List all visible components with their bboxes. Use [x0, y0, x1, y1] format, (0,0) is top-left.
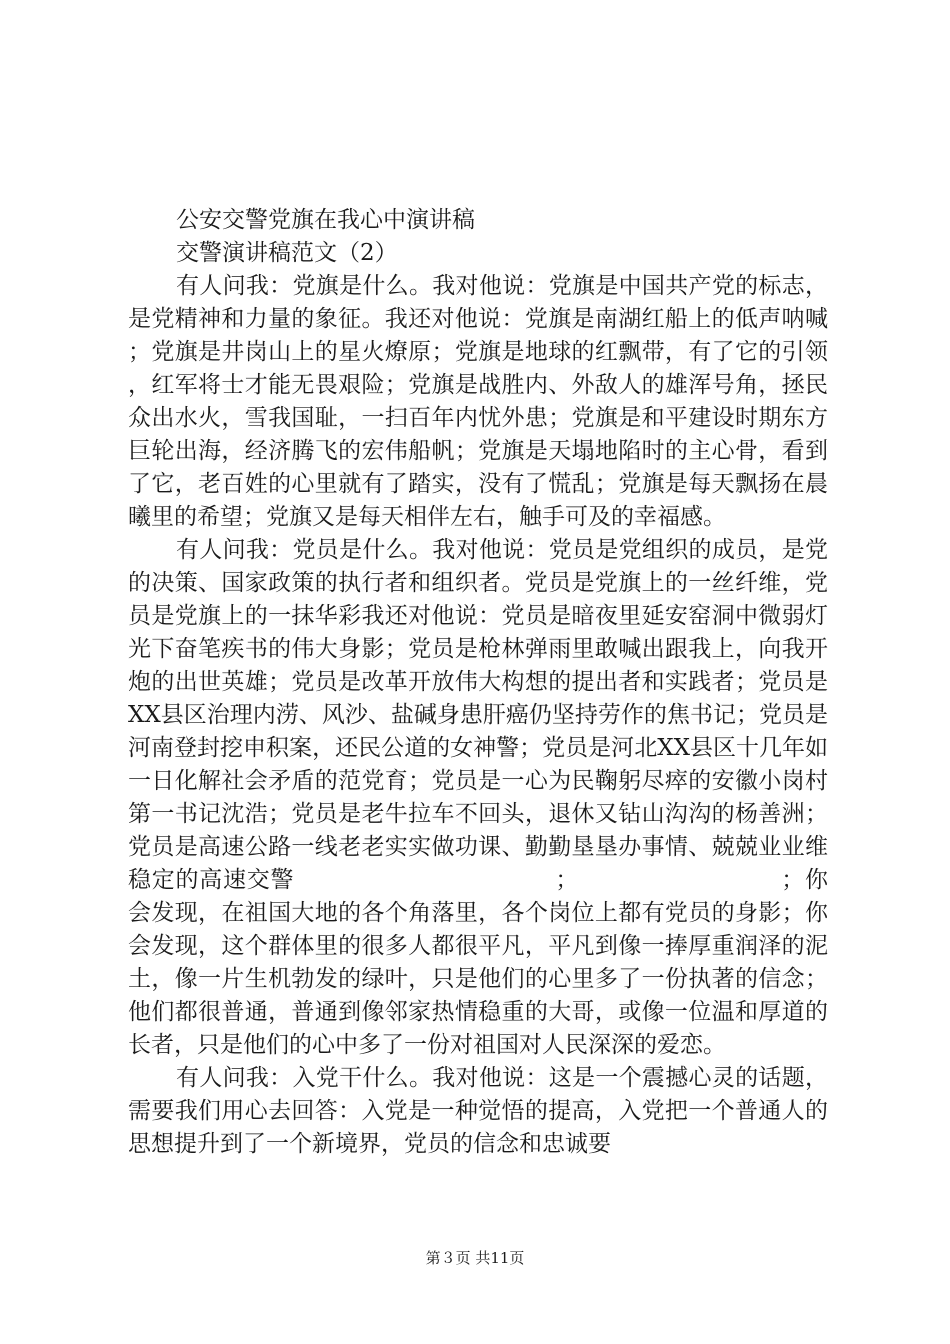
page-number-footer: 第３页 共11页 [425, 1249, 525, 1267]
paragraph: 有人问我：党旗是什么。我对他说：党旗是中国共产党的标志，是党精神和力量的象征。我还对他说：党旗是南湖红船上的低声呐喊；党旗是井岗山上的星火燎原；党旗是地球的红飘带，有了它的引领，红军将士才能无畏艰险；党旗是战胜内、外敌人的雄浑号角，拯民众出水火，雪我国耻，一扫百年内忧外患；党旗是和平建设时期东方巨轮出海，经济腾飞的宏伟船帆；党旗是天塌地陷时的主心骨，看到了它，老百姓的心里就有了踏实，没有了慌乱；党旗是每天飘扬在晨曦里的希望；党旗又是每天相伴左右，触手可及的幸福感。 [128, 273, 828, 530]
document-subtitle: 交警演讲稿范文（2） [176, 240, 398, 266]
paragraph: 有人问我：入党干什么。我对他说：这是一个震撼心灵的话题，需要我们用心去回答：入党是一种觉悟的提高，入党把一个普通人的思想提升到了一个新境界，党员的信念和忠诚要 [128, 1065, 828, 1157]
document-title: 公安交警党旗在我心中演讲稿 [176, 207, 475, 233]
paragraph: 有人问我：党员是什么。我对他说：党员是党组织的成员，是党的决策、国家政策的执行者和组织者。党员是党旗上的一丝纤维，党员是党旗上的一抹华彩我还对他说：党员是暗夜里延安窑洞中微弱灯光下奋笔疾书的伟大身影；党员是枪林弹雨里敢喊出跟我上，向我开炮的出世英雄；党员是改革开放伟大构想的提出者和实践者；党员是XX县区治理内涝、风沙、盐碱身患肝癌仍坚持劳作的焦书记；党员是河南登封挖申积案，还民公道的女神警；党员是河北XX县区十几年如一日化解社会矛盾的范党育；党员是一心为民鞠躬尽瘁的安徽小岗村第一书记沈浩；党员是老牛拉车不回头，退休又钻山沟沟的杨善洲；党员是高速公路一线老老实实做功课、勤勤垦垦办事情、兢兢业业维稳定的高速交警 ； ；你会发现，在祖国大地的各个角落里，各个岗位上都有党员的身影；你会发现，这个群体里的很多人都很平凡，平凡到像一捧厚重润泽的泥土，像一片生机勃发的绿叶，只是他们的心里多了一份执著的信念；他们都很普通，普通到像邻家热情稳重的大哥，或像一位温和厚道的长者，只是他们的心中多了一份对祖国对人民深深的爱恋。 [128, 537, 828, 1058]
document-body [128, 204, 828, 1161]
